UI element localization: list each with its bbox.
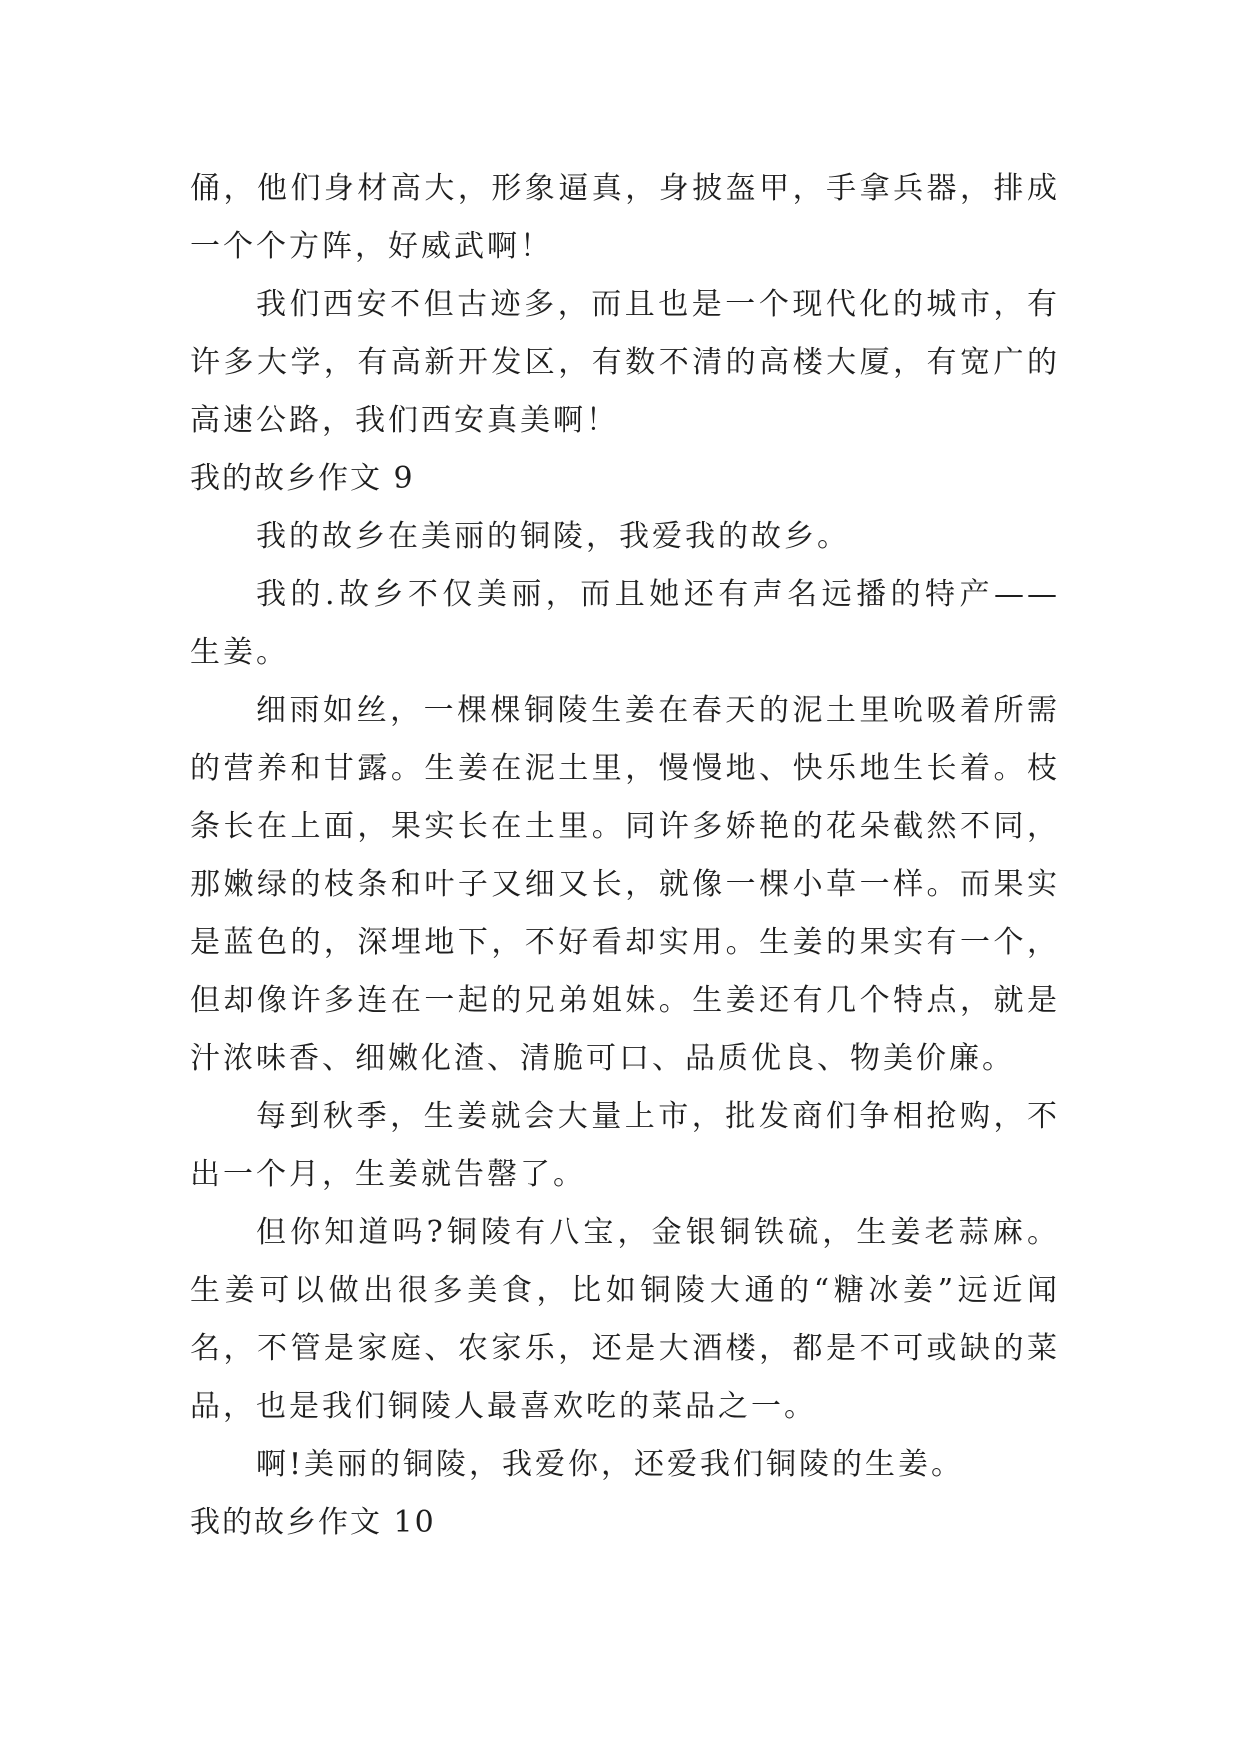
paragraph-5: 细雨如丝，一棵棵铜陵生姜在春天的泥土里吮吸着所需的营养和甘露。生姜在泥土里，慢慢地、快乐地生长着。枝条长在上面，果实长在土里。同许多娇艳的花朵截然不同，那嫩绿的枝条和叶子又细又长，就像一棵小草一样。而果实是蓝色的，深埋地下，不好看却实用。生姜的果实有一个，但却像许多连在一起的兄弟姐妹。生姜还有几个特点，就是汁浓味香、细嫩化渣、清脆可口、品质优良、物美价廉。 [190, 693, 1060, 1076]
paragraph-1: 俑，他们身材高大，形象逼真，身披盔甲，手拿兵器，排成一个个方阵，好威武啊！ [190, 171, 1060, 264]
paragraph-3: 我的故乡在美丽的铜陵，我爱我的故乡。 [256, 519, 850, 554]
paragraph-7: 但你知道吗?铜陵有八宝，金银铜铁硫，生姜老蒜麻。生姜可以做出很多美食，比如铜陵大通的“糖冰姜”远近闻名，不管是家庭、农家乐，还是大酒楼，都是不可或缺的菜品，也是我们铜陵人最喜欢吃的菜品之一。 [190, 1215, 1060, 1424]
section-heading-9: 我的故乡作文 9 [190, 461, 415, 496]
document-page [190, 160, 1060, 1552]
section-heading-10: 我的故乡作文 10 [190, 1505, 436, 1540]
paragraph-6: 每到秋季，生姜就会大量上市，批发商们争相抢购，不出一个月，生姜就告罄了。 [190, 1099, 1060, 1192]
paragraph-2: 我们西安不但古迹多，而且也是一个现代化的城市，有许多大学，有高新开发区，有数不清的高楼大厦，有宽广的高速公路，我们西安真美啊！ [190, 287, 1060, 438]
paragraph-8: 啊!美丽的铜陵，我爱你，还爱我们铜陵的生姜。 [256, 1447, 965, 1482]
paragraph-4: 我的.故乡不仅美丽，而且她还有声名远播的特产——生姜。 [190, 577, 1060, 670]
